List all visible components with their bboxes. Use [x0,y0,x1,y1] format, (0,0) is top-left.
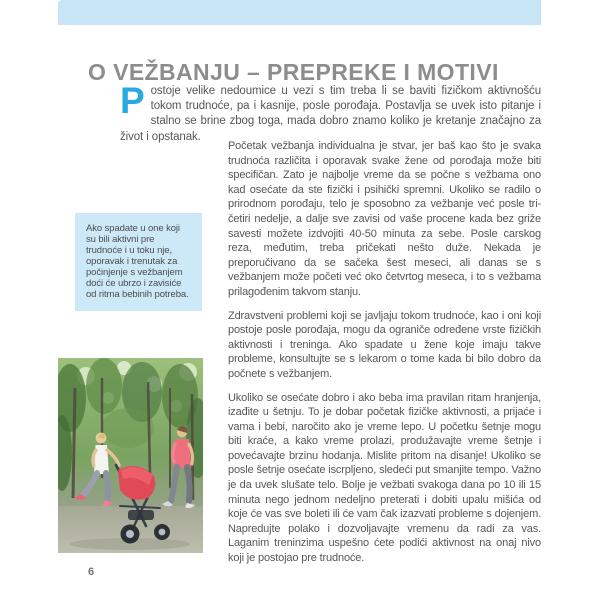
body-paragraph: Zdravstveni problemi koji se javljaju tokom trudnoće, kao i oni koji postoje posle porođaja, mogu da ograniče određene vrste fizičkih aktivnosti i treninga. Ako spadate u žene koje imaju takve probleme, konsultujte se s lekarom o tome kada bi bilo dobro da počnete s vežbanjem. [228,309,541,380]
page-number: 6 [88,566,95,578]
sidebar-note-box [75,213,202,311]
park-photo [58,358,203,553]
body-paragraph: Ukoliko se osećate dobro i ako beba ima pravilan ritam hranjenja, izađite u šetnju. To je dobar početak fizičke aktivnosti, a prijaće i vama i bebi, naročito ako je vreme lepo. U početku šetnje mogu biti kraće, a kako vreme prolazi, produžavajte vreme šetnje i povećavajte brzinu hodanja. Mislite pritom na disanje! Ukoliko se posle šetnje osećate iscrpljeno, sledeći put smanjite tempo. Važno je da uvek slušate telo. Bolje je vežbati svakoga dana po 10 ili 15 minuta nego jednom nedeljno preterati i dobiti upalu mišića od koje će vas sve boleti ili će vam čak izazvati probleme s dojenjem. Napredujte polako i dozvoljavajte vremenu da radi za vas. Laganim treninzima uspešno ćete podići aktivnost na onaj nivo koji je postojao pre trudnoće. [228,391,541,565]
drop-cap: P [120,80,145,121]
body-paragraph: Početak vežbanja individualna je stvar, jer baš kao što je svaka trudnoća različita i oporavak svake žene od porođaja može biti specifičan. Zato je najbolje vreme da se počne s vežbama ono kad osećate da ste fizički i psihički spremni. Ukoliko se radilo o prirodnom porođaju, telo je sposobno za vežbanje već posle tri-četiri nedelje, a dalje sve zavisi od vaše procene kada bez griže savesti možete izdvojiti 40-50 minuta za sebe. Posle carskog reza, međutim, treba pričekati nešto duže. Nekada je preporučivano da se sačeka šest meseci, ali danas se s vežbanjem može početi već oko četvrtog meseca, i to s vežbama prilagođenim takvom stanju. [228,140,541,298]
top-decoration-band [58,0,541,25]
main-text-column [228,139,541,575]
page-title: O VEŽBANJU – PREPREKE I MOTIVI [88,59,499,86]
sidebar-note-text: Ako spadate u one koji su bili aktivni pre trudnoće i u toku nje, oporavak i trenutak za počinjenje s vežbanjem doći će ubrzo i zavisiće od ritma bebinih potreba. [86,223,189,300]
intro-text: ostoje velike nedoumice u vezi s tim treba li se baviti fizičkom aktivnošću tokom trudnoće, pa i kasnije, posle porođaja. Postavlja se uvek isto pitanje i stalno se brine zbog toga, mada dobro znamo koliko je kretanje značajno za život i opstanak. [120,85,541,143]
intro-paragraph [120,80,541,145]
